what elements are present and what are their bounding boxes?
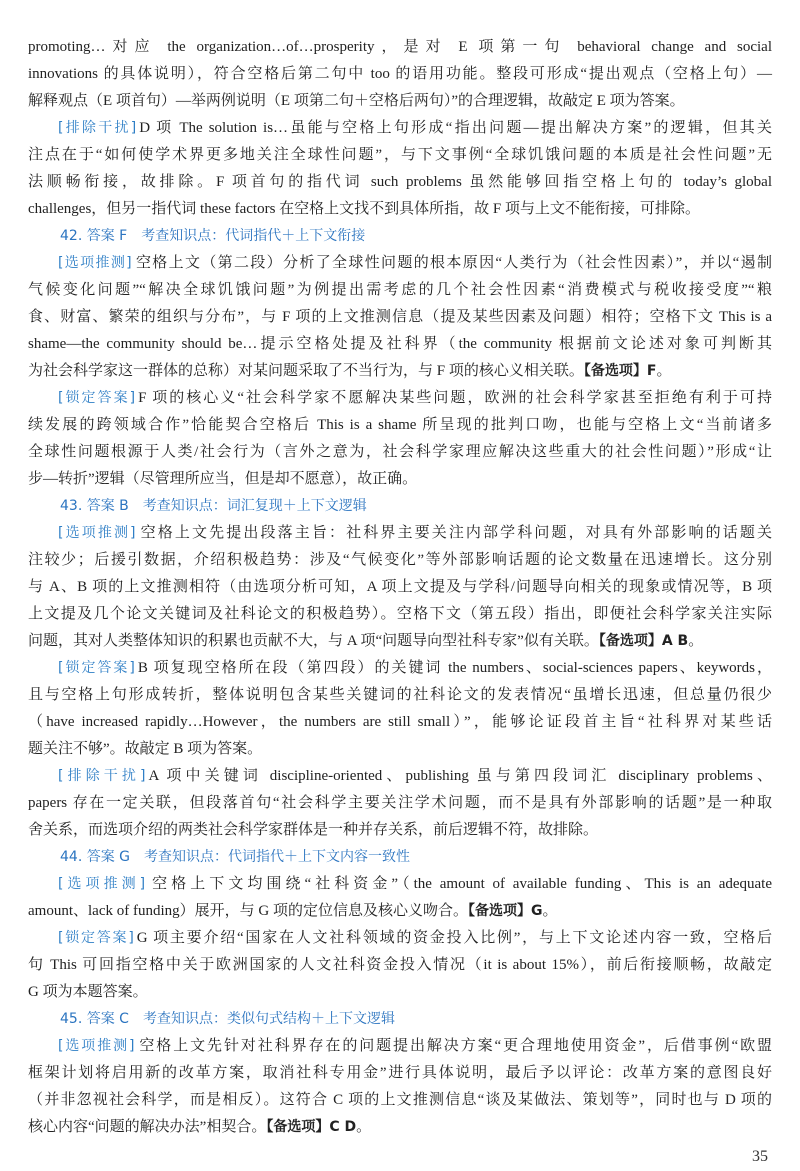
section-label: [排除干扰] <box>58 768 146 784</box>
line-text: 空格上文先针对社科界存在的问题提出解决方案“更合理地使用资金”，后借事例“欧盟 <box>137 1038 772 1054</box>
line-text: 句 This 可回指空格中关于欧洲国家的人文社科资金投入情况（it is about 15%），前后衔接顺畅，故敲定 <box>28 957 772 973</box>
line-text: A 项中关键词 discipline-oriented、publishing 虽与第四段词汇 disciplinary problems、 <box>148 768 772 784</box>
text-line <box>28 1114 772 1141</box>
paragraph <box>28 520 772 655</box>
question-heading: 44. 答案 G 考查知识点：代词指代＋上下文内容一致性 <box>60 849 411 865</box>
text-line <box>28 34 772 61</box>
paragraph <box>28 1033 772 1141</box>
text-line <box>28 277 772 304</box>
line-text: B 项复现空格所在段（第四段）的关键词 the numbers、social-sciences papers、keywords， <box>137 660 772 676</box>
line-text: 注点在于“如何使学术界更多地关注全球性问题”，与下文事例“全球饥饿问题的本质是社会性问题”无 <box>28 147 772 163</box>
line-text: 问题，其对人类整体知识的积累也贡献不大，与 A 项“问题导向型社科专家”似有关联。 <box>28 633 599 649</box>
text-line <box>28 979 772 1006</box>
text-line <box>28 520 772 547</box>
paragraph <box>28 763 772 844</box>
candidate-options: 【备选项】A B <box>598 633 689 649</box>
line-text: F 项的核心义“社会科学家不愿解决某些问题，欧洲的社会科学家甚至拒绝有利于可持 <box>138 390 772 406</box>
text-line <box>28 682 772 709</box>
text-line <box>28 439 772 466</box>
document-body <box>28 34 772 1141</box>
line-text: innovations 的具体说明），符合空格后第二句中 too 的语用功能。整段可形成“提出观点（空格上句）— <box>28 66 772 82</box>
line-text: 题关注不够”。故敲定 B 项为答案。 <box>28 741 263 757</box>
page-number: 35 <box>752 1148 768 1165</box>
text-line <box>28 601 772 628</box>
line-text: （have increased rapidly…However，the numbers are still small）”，能够论证段首主旨“社科界对某些话 <box>28 714 772 730</box>
text-line <box>28 574 772 601</box>
candidate-options: 【备选项】F <box>583 363 657 379</box>
line-tail: 。 <box>356 1119 372 1135</box>
line-text: G 项主要介绍“国家在人文社科领域的资金投入比例”，与上下文论述内容一致，空格后 <box>136 930 772 946</box>
text-line <box>28 142 772 169</box>
line-text: 空格上文（第二段）分析了全球性问题的根本原因“人类行为（社会性因素）”，并以“遏制 <box>134 255 772 271</box>
line-text: amount、lack of funding）展开，与 G 项的定位信息及核心义吻合。 <box>28 903 468 919</box>
line-text: 框架计划将启用新的改革方案，取消社科专用金”进行具体说明，最后予以评论：改革方案的意图良好 <box>28 1065 772 1081</box>
text-line <box>28 817 772 844</box>
line-text: 全球性问题根源于人类/社会行为（言外之意为，社会科学家理应解决这些重大的社会性问题）”形成“让 <box>28 444 772 460</box>
question-heading: 45. 答案 C 考查知识点：类似句式结构＋上下文逻辑 <box>60 1011 395 1027</box>
line-text: 注较少；后援引数据，介绍积极趋势：涉及“气候变化”等外部影响话题的论文数量在迅速增长。这分别 <box>28 552 772 568</box>
text-line <box>28 628 772 655</box>
line-text: 解释观点（E 项首句）—举两例说明（E 项第二句＋空格后两句）”的合理逻辑，故敲定 E 项为答案。 <box>28 93 685 109</box>
text-line <box>28 790 772 817</box>
text-line <box>28 736 772 763</box>
line-text: promoting…对应 the organization…of…prosperity，是对 E 项第一句 behavioral change and social <box>28 39 772 55</box>
text-line <box>28 169 772 196</box>
line-text: 步—转折”逻辑（尽管理所应当，但是却不愿意），故正确。 <box>28 471 418 487</box>
section-label: [选项推测] <box>58 255 132 271</box>
line-text: 舍关系，而选项介绍的两类社会科学家群体是一种并存关系，前后逻辑不符，故排除。 <box>28 822 599 838</box>
text-line <box>28 1087 772 1114</box>
paragraph <box>28 655 772 763</box>
candidate-options: 【备选项】C D <box>266 1119 357 1135</box>
paragraph <box>28 385 772 493</box>
question-heading: 42. 答案 F 考查知识点：代词指代＋上下文衔接 <box>60 228 366 244</box>
line-text: 空格上文先提出段落主旨：社科界主要关注内部学科问题，对具有外部影响的话题关 <box>138 525 772 541</box>
text-line <box>28 466 772 493</box>
text-line <box>28 61 772 88</box>
paragraph <box>28 34 772 115</box>
section-label: [选项推测] <box>58 876 146 892</box>
line-text: D 项 The solution is…虽能与空格上句形成“指出问题—提出解决方案”的逻辑，但其关 <box>139 120 772 136</box>
line-tail: 。 <box>656 363 672 379</box>
section-label: [排除干扰] <box>58 120 137 136</box>
line-text: 续发展的跨领域合作”恰能契合空格后 This is a shame 所呈现的批判口吻，也能与空格上文“当前诸多 <box>28 417 772 433</box>
section-label: [锁定答案] <box>58 660 135 676</box>
text-line <box>28 385 772 412</box>
line-text: 食、财富、繁荣的组织与分布”，与 F 项的上文推测信息（提及某些因素及问题）相符；空格下文 This is a <box>28 309 772 325</box>
line-text: 法顺畅衔接，故排除。F 项首句的指代词 such problems 虽然能够回指空格上句的 today’s global <box>28 174 772 190</box>
section-label: [锁定答案] <box>58 390 136 406</box>
text-line <box>28 250 772 277</box>
paragraph <box>28 250 772 385</box>
line-text: 空格上下文均围绕“社科资金”（the amount of available funding、This is an adequate <box>148 876 772 892</box>
text-line <box>28 88 772 115</box>
line-text: challenges，但另一指代词 these factors 在空格上文找不到具体所指，故 F 项与上文不能衔接，可排除。 <box>28 201 701 217</box>
line-text: G 项为本题答案。 <box>28 984 148 1000</box>
line-text: 气候变化问题”“解决全球饥饿问题”为例提出需考虑的几个社会性因素“消费模式与税收接受度”“粮 <box>28 282 772 298</box>
text-line <box>28 115 772 142</box>
text-line <box>28 925 772 952</box>
question-heading: 43. 答案 B 考查知识点：词汇复现＋上下文逻辑 <box>60 498 367 514</box>
text-line <box>28 1060 772 1087</box>
text-line <box>28 898 772 925</box>
line-text: 且与空格上句形成转折，整体说明包含某些关键词的社科论文的发表情况“虽增长迅速，但总量仍很少 <box>28 687 772 703</box>
paragraph <box>28 115 772 223</box>
text-line <box>28 547 772 574</box>
text-line <box>28 655 772 682</box>
text-line <box>28 412 772 439</box>
line-text: shame—the community should be…提示空格处提及社科界（the community 根据前文论述对象可判断其 <box>28 336 772 352</box>
line-text: 核心内容“问题的解决办法”相契合。 <box>28 1119 267 1135</box>
candidate-options: 【备选项】G <box>467 903 543 919</box>
paragraph <box>28 925 772 1006</box>
line-text: papers 存在一定关联，但段落首句“社会科学主要关注学术问题，而不是具有外部影响的话题”是一种取 <box>28 795 772 811</box>
text-line <box>28 709 772 736</box>
text-line <box>28 304 772 331</box>
line-text: 为社会科学家这一群体的总称）对某问题采取了不当行为，与 F 项的核心义相关联。 <box>28 363 584 379</box>
text-line <box>28 358 772 385</box>
text-line <box>28 952 772 979</box>
line-text: 上文提及几个论文关键词及社科论文的积极趋势）。空格下文（第五段）指出，即便社会科学家关注实际 <box>28 606 772 622</box>
text-line <box>28 331 772 358</box>
section-label: [选项推测] <box>58 1038 135 1054</box>
line-text: （并非忽视社会科学，而是相反）。这符合 C 项的上文推测信息“谈及某做法、策划等”，同时也与 D 项的 <box>28 1092 772 1108</box>
section-label: [选项推测] <box>58 525 136 541</box>
line-tail: 。 <box>688 633 704 649</box>
text-line <box>28 763 772 790</box>
text-line <box>28 196 772 223</box>
text-line <box>28 1033 772 1060</box>
paragraph <box>28 871 772 925</box>
text-line <box>28 871 772 898</box>
line-tail: 。 <box>542 903 558 919</box>
section-label: [锁定答案] <box>58 930 134 946</box>
line-text: 与 A、B 项的上文推测相符（由选项分析可知，A 项上文提及与学科/问题导向相关的现象或情况等，B 项 <box>28 579 772 595</box>
